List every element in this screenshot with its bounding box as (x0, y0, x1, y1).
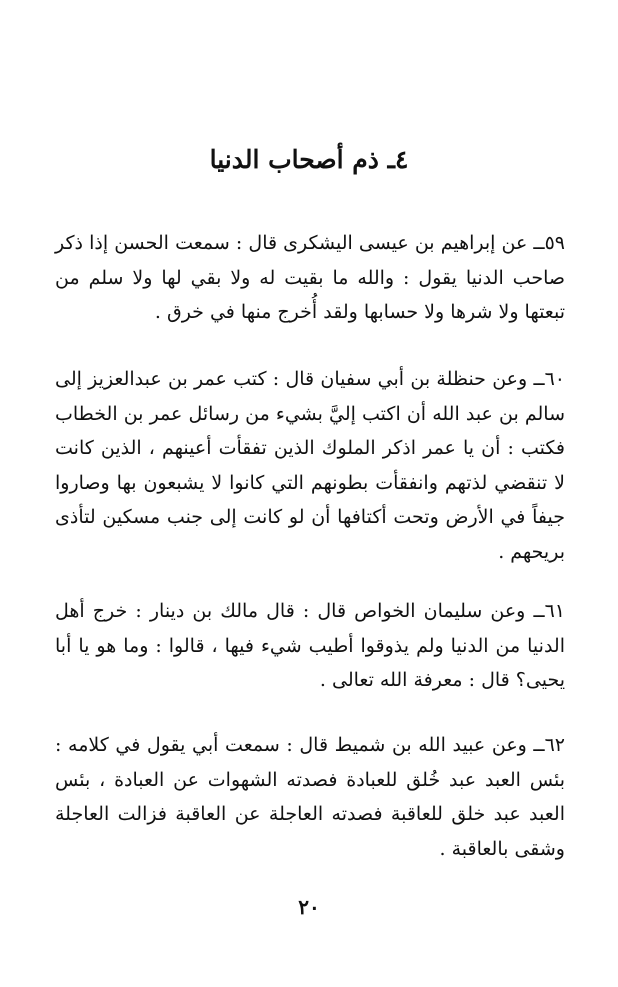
chapter-title: ٤ـ ذم أصحاب الدنيا (209, 145, 409, 174)
paragraph-62: ٦٢ــ وعن عبيد الله بن شميط قال : سمعت أبي يقول في كلامه : بئس العبد عبد خُلق للعبادة فصدته الشهوات عن العبادة ، بئس العبد عبد خلق للعاقبة فصدته العاجلة عن العاقبة فزالت العاجلة وشقى بالعاقبة . (55, 734, 565, 860)
paragraph-60: ٦٠ــ وعن حنظلة بن أبي سفيان قال : كتب عمر بن عبدالعزيز إلى سالم بن عبد الله أن اكتب إليَّ بشيء من رسائل عمر بن الخطاب فكتب : أن يا عمر اذكر الملوك الذين تفقأت أعينهم ، الذين كانت لا تنقضي لذتهم وانفقأت بطونهم التي كانوا لا يشبعون بها وصاروا جيفاً في الأرض وتحت أكتافها أن لو كانت إلى جنب مسكين لتأذى بريحهم . (55, 368, 565, 563)
paragraph-59: ٥٩ــ عن إبراهيم بن عيسى اليشكرى قال : سمعت الحسن إذا ذكر صاحب الدنيا يقول : والله ما بقيت له ولا بقي لها ولا سلم من تبعتها ولا شرها ولا حسابها ولقد أُخرج منها في خرق . (55, 232, 565, 323)
page-number: ٢٠ (298, 895, 320, 919)
paragraph-61: ٦١ــ وعن سليمان الخواص قال : قال مالك بن دينار : خرج أهل الدنيا من الدنيا ولم يذوقوا أطيب شيء فيها ، قالوا : وما هو يا أبا يحيى؟ قال : معرفة الله تعالى . (55, 600, 565, 691)
